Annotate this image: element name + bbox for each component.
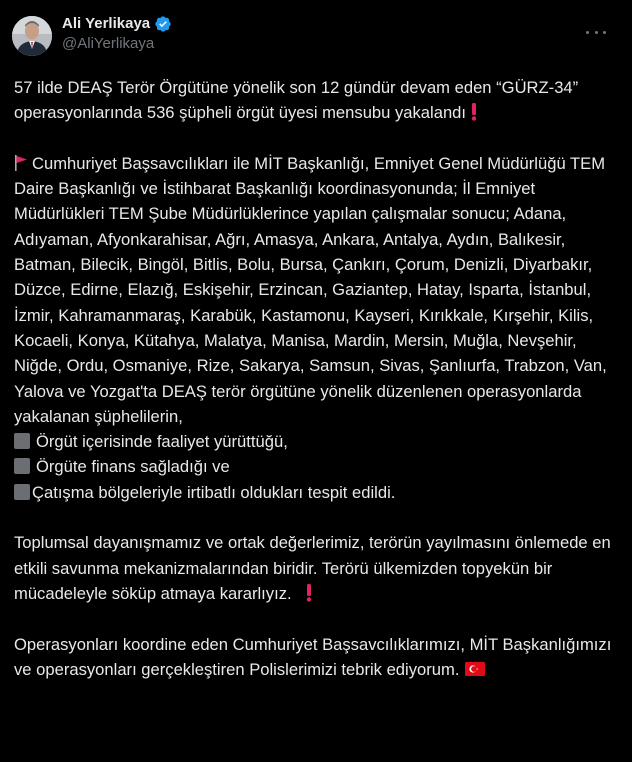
paragraph-1-text: 57 ilde DEAŞ Terör Örgütüne yönelik son 12 gündür devam eden “GÜRZ-34” operasyonlarında 536 şüpheli örgüt üyesi mensubu yakalandı (14, 78, 583, 123)
bullet-2-text: Örgüte finans sağladığı ve (36, 457, 230, 477)
black-square-icon (14, 433, 30, 449)
tweet-paragraph-2 (14, 151, 614, 429)
bullet-item (14, 429, 614, 454)
avatar[interactable] (12, 16, 52, 56)
more-horizontal-icon[interactable] (586, 22, 606, 42)
paragraph-4-text: Operasyonları koordine eden Cumhuriyet Başsavcılıklarımızı, MİT Başkanlığımızı ve operasyonları gerçekleştiren Polislerimizi tebrik ediyorum. (14, 634, 616, 679)
bullet-item (14, 480, 614, 505)
verified-badge-icon (154, 15, 172, 33)
tweet-paragraph-1 (14, 75, 614, 126)
triangular-flag-icon (14, 155, 28, 171)
paragraph-2-text: Cumhuriyet Başsavcılıkları ile MİT Başkanlığı, Emniyet Genel Müdürlüğü TEM Daire Başkanlığı ve İstihbarat Başkanlığı koordinasyonunda; İl Emniyet Müdürlükleri TEM Şube Müdürlüklerince yapılan çalışmalar sonucu; Adana, Adıyaman, Afyonkarahisar, Ağrı, Amasya, Ankara, Antalya, Aydın, Balıkesir, Batman, Bilecik, Bingöl, Bitlis, Bolu, Bursa, Çankırı, Çorum, Denizli, Diyarbakır, Düzce, Edirne, Elazığ, Eskişehir, Erzincan, Gaziantep, Hatay, Isparta, İstanbul, İzmir, Kahramanmaraş, Karabük, Kastamonu, Kayseri, Kırıkkale, Kırşehir, Kilis, Kocaeli, Konya, Kütahya, Malatya, Manisa, Mardin, Mersin, Muğla, Nevşehir, Niğde, Ordu, Osmaniye, Rize, Sakarya, Samsun, Sivas, Şanlıurfa, Trabzon, Van, Yalova ve Yozgat'ta DEAŞ terör örgütüne yönelik düzenlenen operasyonlarda yakalanan şüphelilerin, (14, 153, 612, 426)
bullet-3-text: Çatışma bölgeleriyle irtibatlı oldukları tespit edildi. (32, 482, 396, 502)
author-name[interactable]: Ali Yerlikaya (62, 15, 151, 32)
red-exclamation-icon (305, 584, 313, 602)
tweet-paragraph-3 (14, 530, 614, 606)
paragraph-gap (14, 505, 614, 530)
black-square-icon (14, 484, 30, 500)
bullet-1-text: Örgüt içerisinde faaliyet yürüttüğü, (36, 432, 288, 452)
tweet-paragraph-4 (14, 632, 614, 683)
paragraph-gap (14, 606, 614, 631)
author-handle[interactable]: @AliYerlikaya (62, 35, 155, 52)
red-exclamation-icon (470, 103, 478, 121)
author-names (62, 14, 172, 54)
tweet-header (12, 14, 620, 62)
black-square-icon (14, 458, 30, 474)
tweet-text (14, 75, 614, 682)
paragraph-gap (14, 126, 614, 151)
paragraph-3-text: Toplumsal dayanışmamız ve ortak değerlerimiz, terörün yayılmasını önlemede en etkili savunma mekanizmalarından biridir. Terörü ülkemizden topyekün bir mücadeleyle söküp atmaya kararlıyız. (14, 533, 616, 603)
author-name-row[interactable] (62, 14, 172, 34)
bullet-item (14, 454, 614, 479)
turkey-flag-icon (465, 662, 485, 676)
